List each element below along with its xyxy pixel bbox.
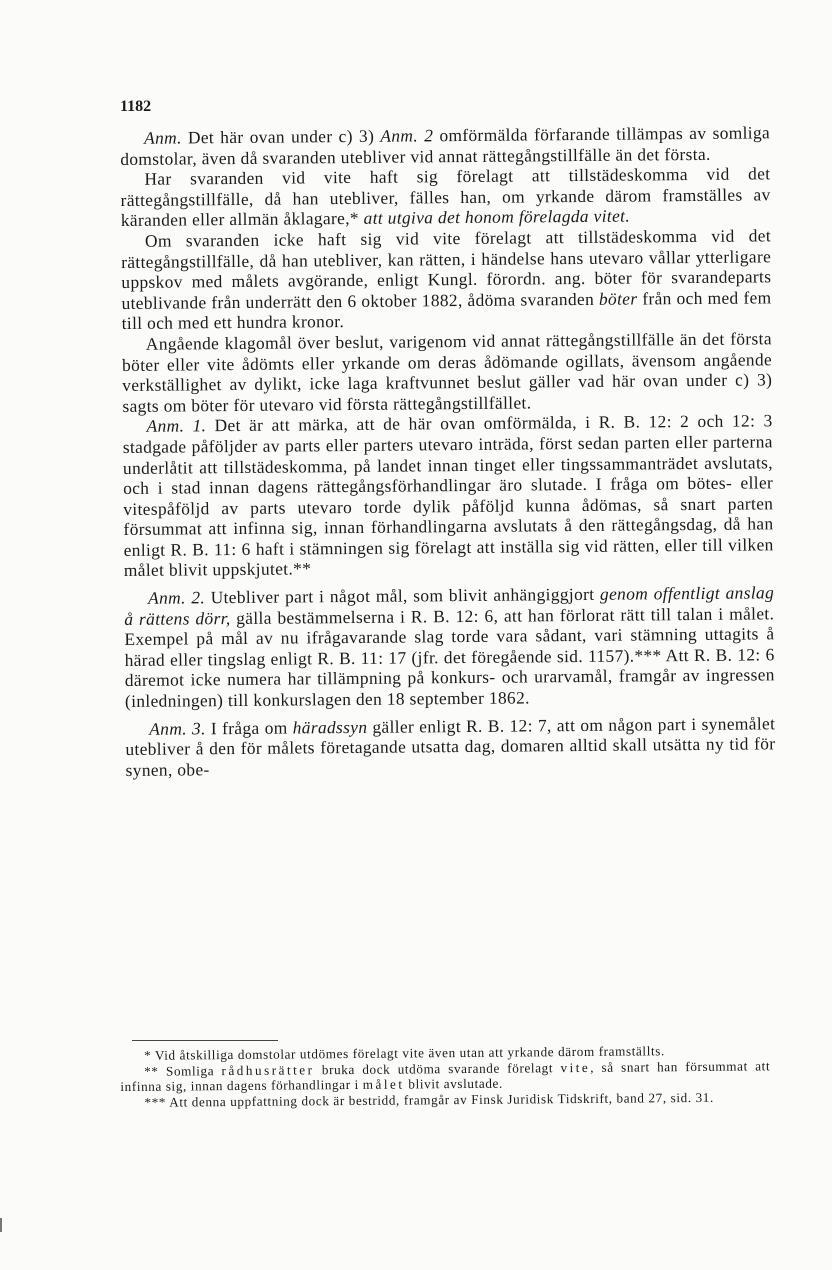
emphasis: häradssyn <box>292 716 368 738</box>
scan-edge-mark <box>0 1218 2 1232</box>
footnotes <box>120 1042 771 1110</box>
paragraph-text: Utebliver part i något mål, som blivit anhängiggjort <box>204 583 601 608</box>
paragraph-text: gälla bestämmelserna i R. B. 12: 6, att han förlorat rätt till talan i målet. Exempel på mål av nu ifrågavarande slag torde vara sådant, vari stämning uttagits å härad eller tingslag enligt R. B. 11: 17 (jfr. det föregående sid. 1157).*** Att R. B. 12: 6 däremot icke numera har tillämpning på konkurs- och urarvamål, framgår av ingressen (inledningen) till konkurslagen den 18 september 1862. <box>124 602 775 712</box>
anm-label: Anm. 3. <box>149 717 206 739</box>
emphasis: genom offentligt anslag å rättens dörr, <box>124 582 775 629</box>
paragraph-text: Om svaranden icke haft sig vid vite förelagt att tillstädeskomma vid det rättegångstillfälle, då han utebliver, kan rätten, i händelse hans utevaro vållar ytterligare uppskov med målets avgörande, enligt Kungl. förordn. ang. böter för svarandeparts uteblivande från underrätt den 6 oktober 1882, ådöma svaranden <box>121 225 772 313</box>
paragraph-text: Det här ovan under c) 3) <box>181 125 381 148</box>
spaced-word: rådhusrätter <box>221 1061 315 1078</box>
page-number: 1182 <box>120 98 152 115</box>
paragraph-7 <box>125 713 776 780</box>
anm-label: Anm. 2. <box>148 587 206 608</box>
paragraph-text: I fråga om <box>205 717 293 738</box>
paragraph-5 <box>123 411 774 581</box>
anm-label: Anm. 1. <box>146 415 207 437</box>
spaced-word: målet <box>362 1076 405 1092</box>
anm-label: Anm. <box>143 127 182 148</box>
spaced-word: vite <box>560 1059 591 1075</box>
paragraph-text: Angående klagomål över beslut, varigenom vid annat rättegångstillfälle än det första böter eller vite ådömts eller yrkande om deras ådömande ogillats, ävensom angående verkställighet av dylikt, icke laga kraftvunnet beslut gäller vad här ovan under c) 3) sagts om böter för utevaro vid första rättegångstillfället. <box>121 328 773 416</box>
footnote-2: ** Somliga rådhusrätter bruka dock utdöma svarande förelagt vite, så snart han försummat att infinna sig, innan dagens förhandlingar i målet blivit avslutade. <box>120 1057 771 1094</box>
paragraph-3 <box>121 225 772 334</box>
anm-label: Anm. 2 <box>380 125 434 146</box>
paragraph-1 <box>120 122 770 169</box>
paragraph-text: från och med fem till och med ett hundra kronor. <box>121 287 772 334</box>
paragraph-text: Har svaranden vid vite haft sig förelagt att tillstädeskomma vid det rättegångstillfälle, då han utebliver, fälles han, om yrkande därom framställes av käranden eller allmän åklagare,* <box>120 163 771 231</box>
paragraph-text: omförmälda förfarande tillämpas av somliga domstolar, även då svaranden utebliver vid annat rättegångstillfälle än det första. <box>120 122 771 169</box>
paragraph-text: Det är att märka, att de här ovan omförmälda, i R. B. 12: 2 och 12: 3 stadgade påföljder av parts eller parters utevaro inträda, först sedan parten eller parterna underlåtit att tillstädeskomma, på landet innan tinget eller tingssammanträdet avslutats, och i stad innan dagens rättegångsförhandlingar äro slutade. I fråga om bötes- eller vitespåföljd av parts utevaro torde dylik påföljd kunna ådömas, så snart parten försummat att infinna sig, innan förhandlingarna avslutats å den rättegångsdag, då han enligt R. B. 11: 6 haft i stämningen sig förelagt att inställa sig vid rätten, eller till vilken målet blivit uppskjutet.** <box>122 410 774 581</box>
paragraph-4 <box>122 328 773 416</box>
footnote-1: * Vid åtskilliga domstolar utdömes förelagt vite även utan att yrkande därom framställts. <box>143 1043 665 1063</box>
footnote-divider <box>132 1040 278 1041</box>
paragraph-text: gäller enligt R. B. 12: 7, att om någon part i synemålet utebliver å den för målets företagande utsatta dag, domaren alltid skall utsätta ny tid för synen, obe- <box>125 712 776 780</box>
emphasis: att utgiva det honom förelagda vitet. <box>363 205 631 229</box>
footnote-3: *** Att denna uppfattning dock är bestridd, framgår av Finsk Juridisk Tidskrift, band 27, sid. 31. <box>144 1089 714 1110</box>
main-text <box>120 122 776 780</box>
emphasis: böter <box>598 288 638 309</box>
paragraph-2 <box>120 164 771 231</box>
paragraph-6 <box>124 582 775 711</box>
